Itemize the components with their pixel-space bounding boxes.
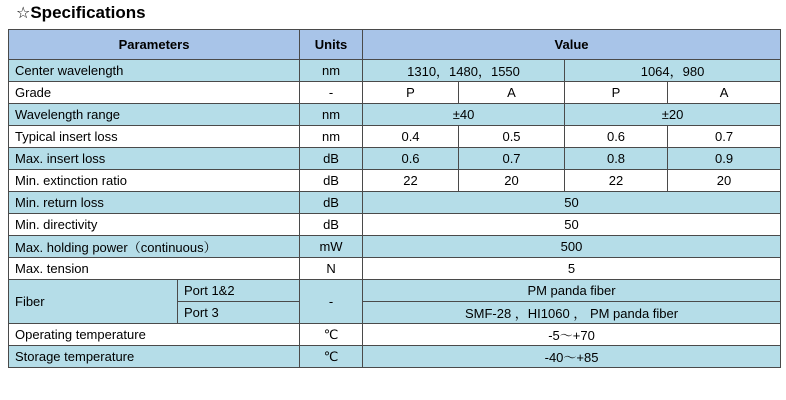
page-title bbox=[16, 3, 146, 23]
param-label: Max. tension bbox=[9, 258, 300, 280]
sub-param-label: Port 3 bbox=[178, 302, 300, 324]
param-label: Grade bbox=[9, 82, 300, 104]
value-cell: 22 bbox=[565, 170, 668, 192]
param-label: Typical insert loss bbox=[9, 126, 300, 148]
unit-cell: - bbox=[300, 280, 363, 324]
value-cell: 0.6 bbox=[363, 148, 459, 170]
unit-cell: nm bbox=[300, 60, 363, 82]
value-cell: 1310，1480，1550 bbox=[363, 60, 565, 82]
unit-cell: dB bbox=[300, 192, 363, 214]
param-label: Min. return loss bbox=[9, 192, 300, 214]
value-cell: 0.9 bbox=[668, 148, 781, 170]
table-row bbox=[9, 126, 781, 148]
param-label: Max. holding power（continuous） bbox=[9, 236, 300, 258]
value-cell: P bbox=[363, 82, 459, 104]
param-label: Center wavelength bbox=[9, 60, 300, 82]
unit-cell: ℃ bbox=[300, 324, 363, 346]
value-cell: 50 bbox=[363, 192, 781, 214]
sub-param-label: Port 1&2 bbox=[178, 280, 300, 302]
table-row bbox=[9, 258, 781, 280]
value-cell: 0.7 bbox=[459, 148, 565, 170]
table-row bbox=[9, 104, 781, 126]
value-cell: -5～+70 bbox=[363, 324, 781, 346]
table-row bbox=[9, 148, 781, 170]
unit-cell: mW bbox=[300, 236, 363, 258]
header-units: Units bbox=[300, 30, 363, 60]
param-label: Operating temperature bbox=[9, 324, 300, 346]
value-cell: 500 bbox=[363, 236, 781, 258]
param-label: Min. directivity bbox=[9, 214, 300, 236]
unit-cell: dB bbox=[300, 148, 363, 170]
star-icon: ☆ bbox=[16, 3, 31, 22]
value-cell: 0.8 bbox=[565, 148, 668, 170]
unit-cell: ℃ bbox=[300, 346, 363, 368]
value-cell: 5 bbox=[363, 258, 781, 280]
param-label: Max. insert loss bbox=[9, 148, 300, 170]
table-row bbox=[9, 60, 781, 82]
value-cell: P bbox=[565, 82, 668, 104]
table-row bbox=[9, 82, 781, 104]
unit-cell: dB bbox=[300, 214, 363, 236]
value-cell: 22 bbox=[363, 170, 459, 192]
value-cell: 20 bbox=[668, 170, 781, 192]
value-cell: 0.5 bbox=[459, 126, 565, 148]
unit-cell: - bbox=[300, 82, 363, 104]
param-label: Min. extinction ratio bbox=[9, 170, 300, 192]
value-cell: 1064，980 bbox=[565, 60, 781, 82]
value-cell: A bbox=[668, 82, 781, 104]
value-cell: 50 bbox=[363, 214, 781, 236]
table-header-row bbox=[9, 30, 781, 60]
table-row bbox=[9, 192, 781, 214]
value-cell: ±20 bbox=[565, 104, 781, 126]
table-row bbox=[9, 236, 781, 258]
title-text: Specifications bbox=[30, 3, 146, 22]
value-cell: 0.6 bbox=[565, 126, 668, 148]
table-row bbox=[9, 214, 781, 236]
param-label: Storage temperature bbox=[9, 346, 300, 368]
unit-cell: nm bbox=[300, 104, 363, 126]
value-cell: ±40 bbox=[363, 104, 565, 126]
specifications-table bbox=[8, 29, 781, 368]
value-cell: A bbox=[459, 82, 565, 104]
param-label: Wavelength range bbox=[9, 104, 300, 126]
header-parameters: Parameters bbox=[9, 30, 300, 60]
value-cell: 0.7 bbox=[668, 126, 781, 148]
value-cell: -40～+85 bbox=[363, 346, 781, 368]
param-label: Fiber bbox=[9, 280, 178, 324]
unit-cell: nm bbox=[300, 126, 363, 148]
value-cell: PM panda fiber bbox=[363, 280, 781, 302]
table-row bbox=[9, 346, 781, 368]
table-row bbox=[9, 170, 781, 192]
unit-cell: dB bbox=[300, 170, 363, 192]
value-cell: 0.4 bbox=[363, 126, 459, 148]
value-cell: 20 bbox=[459, 170, 565, 192]
table-row bbox=[9, 280, 781, 302]
value-cell: SMF-28 ，HI1060 ， PM panda fiber bbox=[363, 302, 781, 324]
table-row bbox=[9, 324, 781, 346]
unit-cell: N bbox=[300, 258, 363, 280]
header-value: Value bbox=[363, 30, 781, 60]
